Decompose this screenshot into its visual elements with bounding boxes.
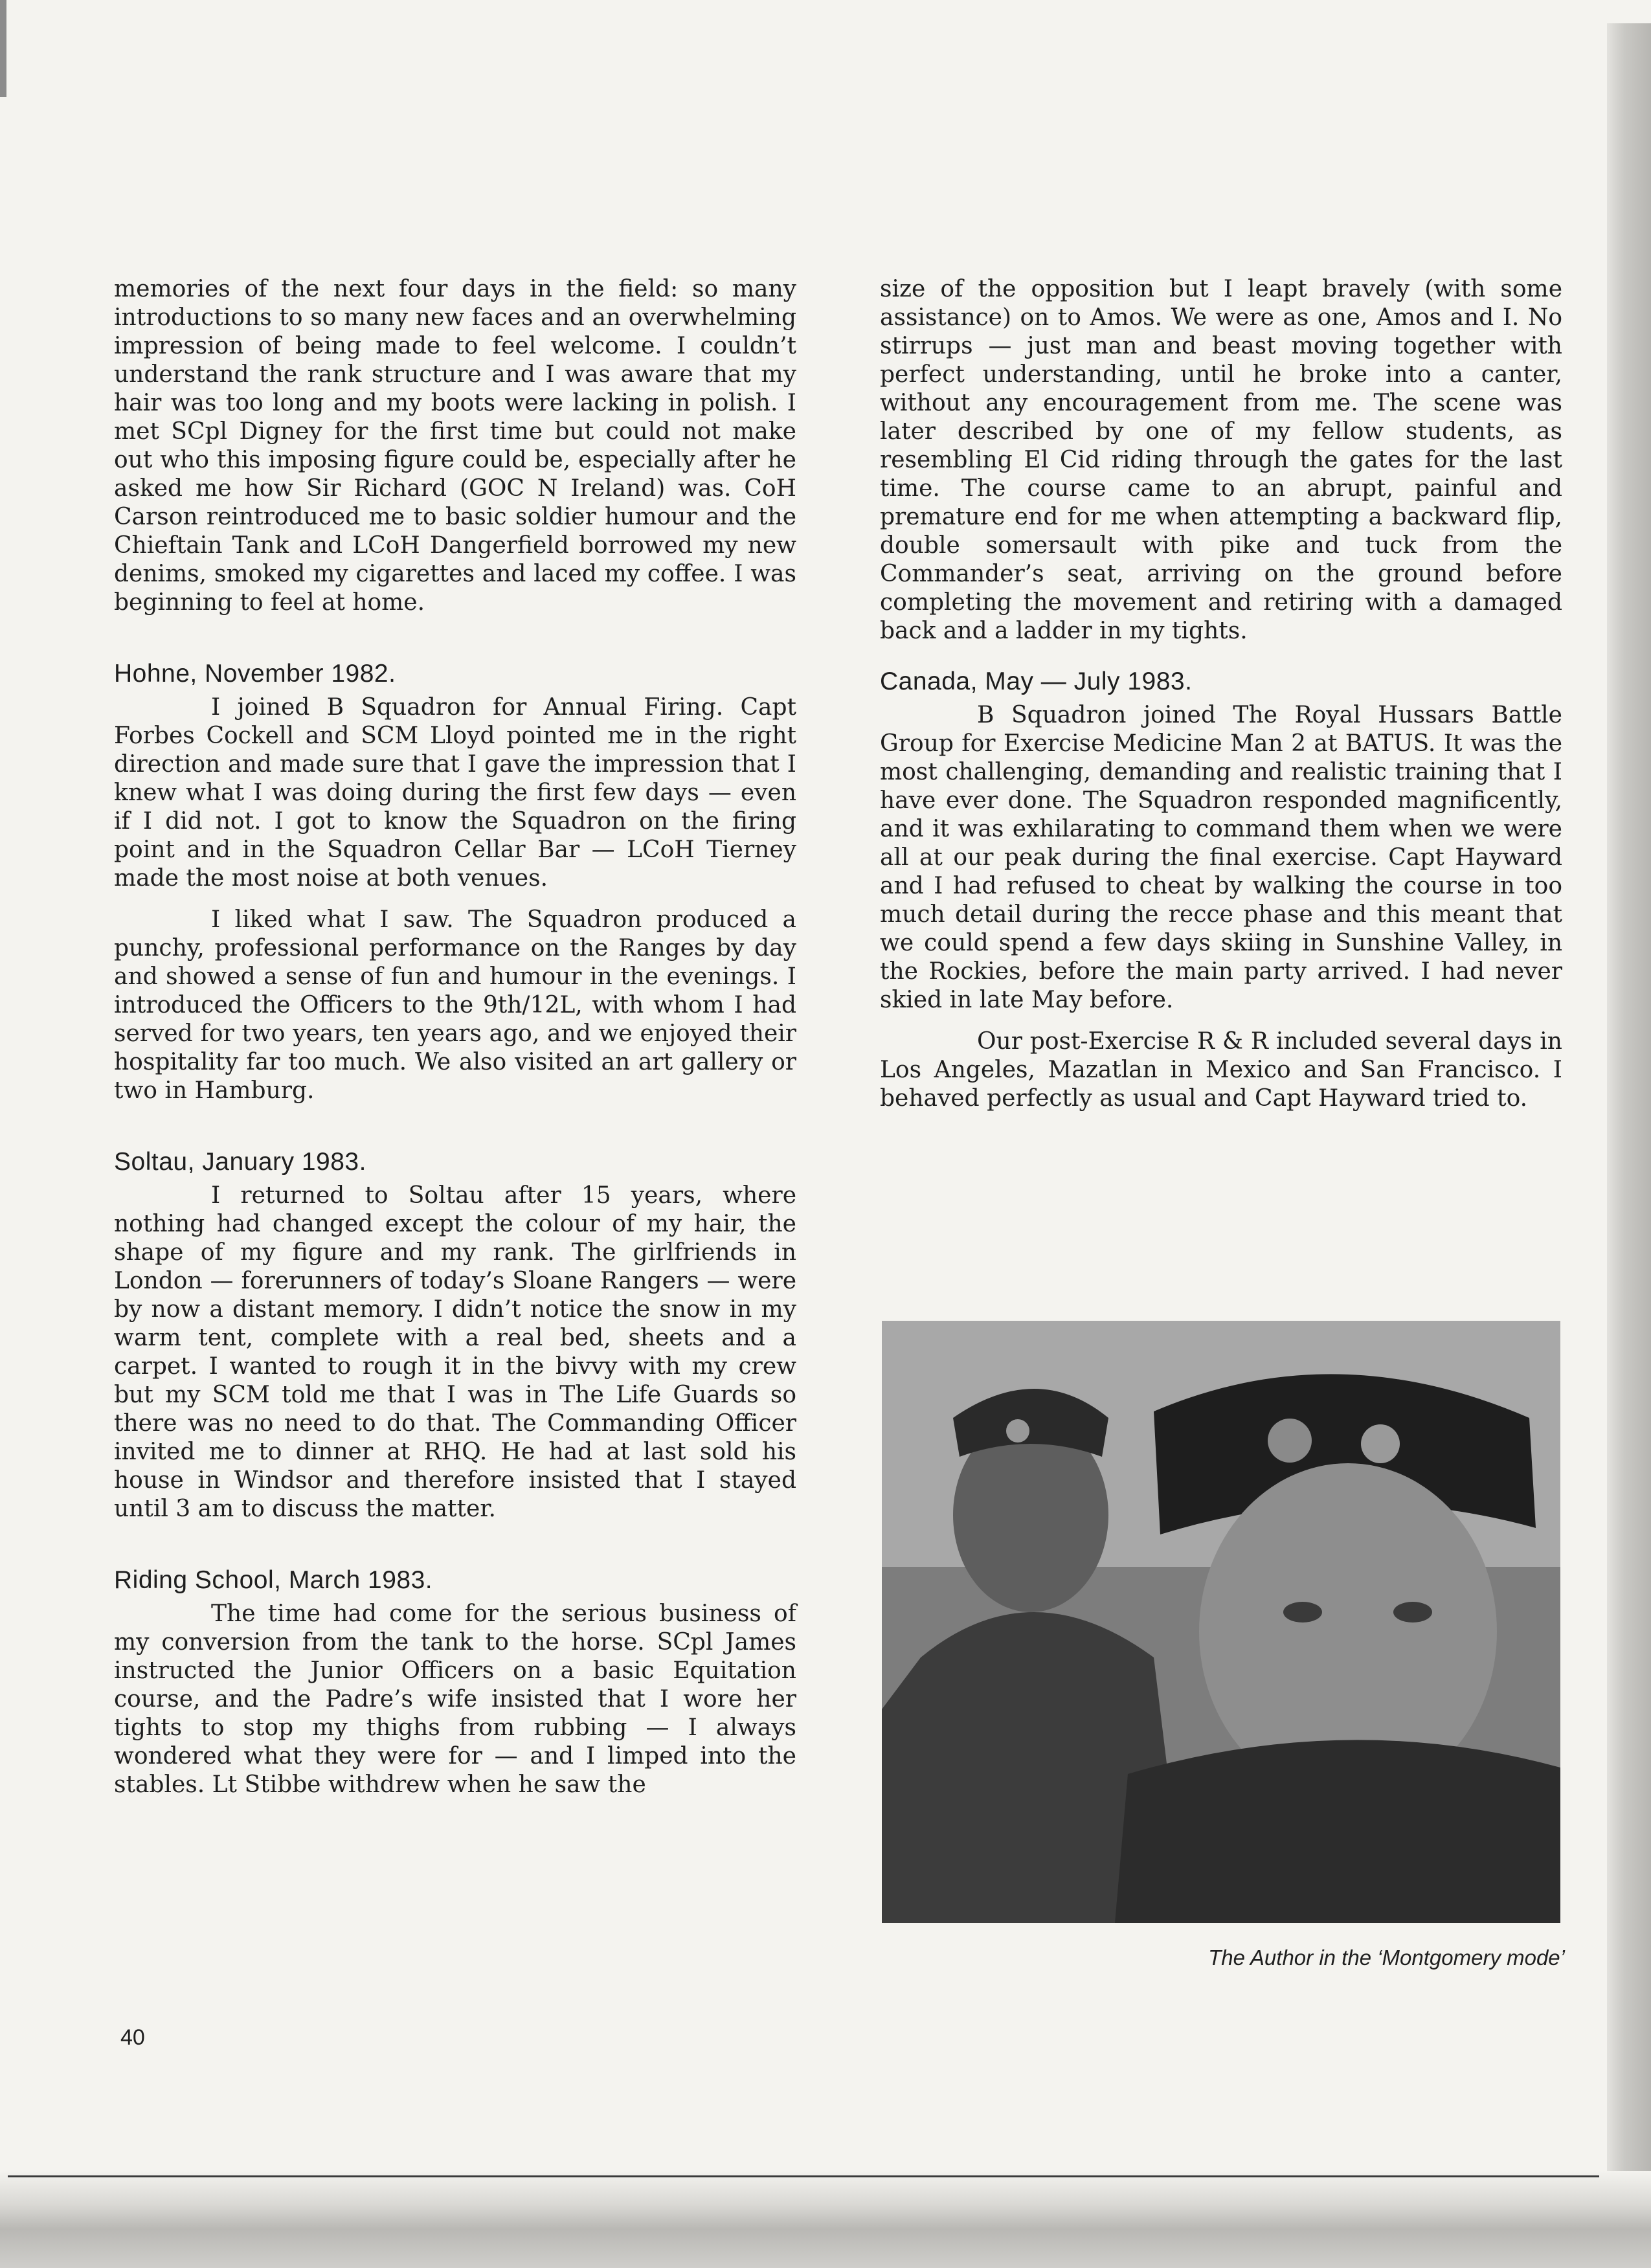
photo-caption: The Author in the ‘Montgomery mode’ bbox=[1208, 1946, 1565, 1970]
page-number: 40 bbox=[120, 2025, 145, 2050]
continuation-paragraph: size of the opposition but I leapt bravely (with some assistance) on to Amos. We were as one, Amos and I. No stirrups — just man and beast moving together with perfect understanding, until he broke into a canter, without any encouragement from me. The scene was later described by one of my fellow students, as resembling El Cid riding through the gates for the last time. The course came to an abrupt, painful and premature end for me when attempting a backward flip, double somersault with pike and tuck from the Commander’s seat, arriving on the ground before completing the movement and retiring with a damaged back and a ladder in my tights. bbox=[880, 276, 1562, 644]
page-edge-left bbox=[0, 0, 6, 97]
canada-paragraph-2: Our post-Exercise R & R included several days in Los Angeles, Mazatlan in Mexico and San Francisco. I behaved perfectly as usual and Capt Hayward tried to. bbox=[880, 1028, 1562, 1112]
canada-paragraph-1: B Squadron joined The Royal Hussars Battle Group for Exercise Medicine Man 2 at BATUS. It was the most challenging, demanding and realistic training that I have ever done. The Squadron responded magnificently, and it was exhilarating to command them when we were all at our peak during the final exercise. Capt Hayward and I had refused to cheat by walking the course in too much detail during the recce phase and this meant that we could spend a few days skiing in Sunshine Valley, in the Rockies, before the main party arrived. I had never skied in late May before. bbox=[880, 702, 1562, 1013]
intro-paragraph: memories of the next four days in the field: so many introductions to so many new faces and an overwhelming impression of being made to feel welcome. I couldn’t understand the rank structure and I was aware that my hair was too long and my boots were lacking in polish. I met SCpl Digney for the first time but could not make out who this imposing figure could be, especially after he asked me how Sir Richard (GOC N Ireland) was. CoH Carson reintroduced me to basic soldier humour and the Chieftain Tank and LCoH Dangerfield borrowed my new denims, smoked my cigarettes and laced my coffee. I was beginning to feel at home. bbox=[114, 276, 796, 616]
author-photo bbox=[882, 1321, 1560, 1923]
author-photo-illustration bbox=[882, 1321, 1560, 1923]
heading-soltau: Soltau, January 1983. bbox=[114, 1148, 366, 1176]
page-bottom-shadow bbox=[0, 2171, 1651, 2268]
hohne-paragraph-1: I joined B Squadron for Annual Firing. Capt Forbes Cockell and SCM Lloyd pointed me in the right direction and made sure that I gave the impression that I knew what I was doing during the first few days — even if I did not. I got to know the Squadron on the firing point and in the Squadron Cellar Bar — LCoH Tierney made the most noise at both venues. bbox=[114, 694, 796, 892]
left-column bbox=[114, 275, 796, 1812]
page-edge-right bbox=[1607, 23, 1651, 2268]
soltau-paragraph-1: I returned to Soltau after 15 years, where nothing had changed except the colour of my hair, the shape of my figure and my rank. The girlfriends in London — forerunners of today’s Sloane Rangers — were by now a distant memory. I didn’t notice the snow in my warm tent, complete with a real bed, sheets and a carpet. I wanted to rough it in the bivvy with my crew but my SCM told me that I was in The Life Guards so there was no need to do that. The Commanding Officer invited me to dinner at RHQ. He had at last sold his house in Windsor and therefore insisted that I stayed until 3 am to discuss the matter. bbox=[114, 1182, 796, 1522]
right-column bbox=[880, 275, 1562, 1126]
heading-riding-school: Riding School, March 1983. bbox=[114, 1566, 433, 1594]
heading-canada: Canada, May — July 1983. bbox=[880, 668, 1193, 695]
riding-paragraph-1: The time had come for the serious business of my conversion from the tank to the horse. SCpl James instructed the Junior Officers on a basic Equitation course, and the Padre’s wife insisted that I wore her tights to stop my thighs from rubbing — I always wondered what they were for — and I limped into the stables. Lt Stibbe withdrew when he saw the bbox=[114, 1600, 796, 1798]
bottom-rule bbox=[8, 2175, 1599, 2177]
heading-hohne: Hohne, November 1982. bbox=[114, 660, 396, 688]
hohne-paragraph-2: I liked what I saw. The Squadron produced a punchy, professional performance on the Ranges by day and showed a sense of fun and humour in the evenings. I introduced the Officers to the 9th/12L, with whom I had served for two years, ten years ago, and we enjoyed their hospitality far too much. We also visited an art gallery or two in Hamburg. bbox=[114, 906, 796, 1104]
